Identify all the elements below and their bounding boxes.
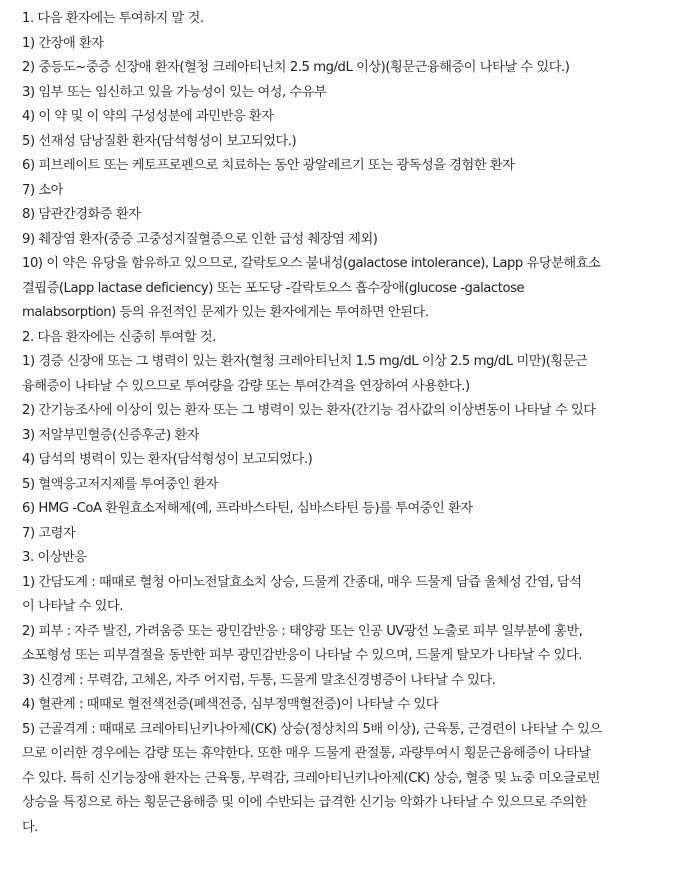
- text-line: 5) 혈액응고저지제를 투여중인 환자: [22, 476, 218, 492]
- text-line: 10) 이 약은 유당을 함유하고 있으므로, 갈락토오스 불내성(galactose intolerance), Lapp 유당분해효소: [22, 256, 601, 271]
- text-line: 이 나타날 수 있다.: [22, 599, 123, 614]
- text-line: 므로 이러한 경우에는 감량 또는 휴약한다. 또한 매우 드물게 관절통, 과량투여시 횡문근융해증이 나타날: [22, 746, 591, 761]
- text-line: 결핍증(Lapp lactase deficiency) 또는 포도당 -갈락토오스 흡수장애(glucose -galactose: [22, 280, 525, 296]
- text-line: 수 있다. 특히 신기능장애 환자는 근육통, 무력감, 크레아티닌키나아제(CK) 상승, 혈중 및 뇨중 미오글로빈: [22, 770, 600, 786]
- text-line: 2) 피부 : 자주 발진, 가려움증 또는 광민감반응 : 태양광 또는 인공 UV광선 노출로 피부 일부분에 홍반,: [22, 623, 583, 639]
- text-line: 1) 간담도계 : 때때로 혈청 아미노전달효소치 상승, 드물게 간종대, 매우 드물게 담즙 울체성 간염, 담석: [22, 574, 582, 590]
- text-line: 1) 경증 신장애 또는 그 병력이 있는 환자(혈청 크레아티닌치 1.5 mg/dL 이상 2.5 mg/dL 미만)(횡문근: [22, 354, 588, 369]
- text-line: 1) 간장애 환자: [22, 35, 104, 51]
- text-line: 9) 췌장염 환자(중증 고중성지질혈증으로 인한 급성 췌장염 제외): [22, 231, 378, 247]
- text-line: 1. 다음 환자에는 투여하지 말 것.: [22, 11, 204, 26]
- text-line: 2) 간기능조사에 이상이 있는 환자 또는 그 병력이 있는 환자(간기능 검사값의 이상변동이 나타날 수 있다: [22, 403, 596, 418]
- text-line: 다.: [22, 819, 39, 835]
- text-line: 8) 담관간경화증 환자: [22, 207, 141, 222]
- text-line: 2. 다음 환자에는 신중히 투여할 것.: [22, 329, 216, 345]
- text-line: 7) 소아: [22, 182, 63, 198]
- text-line: 4) 혈관계 : 때때로 혈전색전증(폐색전증, 심부정맥혈전증)이 나타날 수 있다: [22, 697, 439, 712]
- text-line: 4) 이 약 및 이 약의 구성성분에 과민반응 환자: [22, 109, 274, 124]
- text-line: 3) 임부 또는 임신하고 있을 가능성이 있는 여성, 수유부: [22, 84, 327, 100]
- text-line: malabsorption) 등의 유전적인 문제가 있는 환자에게는 투여하면 안된다.: [22, 305, 429, 320]
- text-line: 2) 중등도~중증 신장애 환자(혈청 크레아티닌치 2.5 mg/dL 이상)(횡문근융해증이 나타날 수 있다.): [22, 60, 570, 75]
- text-line: 5) 근골격계 : 때때로 크레아티닌키나아제(CK) 상승(정상치의 5배 이상), 근육통, 근경련이 나타날 수 있으: [22, 721, 602, 737]
- text-line: 소포형성 또는 피부결절을 동반한 피부 광민감반응이 나타날 수 있으며, 드물게 탈모가 나타날 수 있다.: [22, 648, 582, 663]
- text-line: 상승을 특징으로 하는 횡문근융해증 및 이에 수반되는 급격한 신기능 악화가 나타날 수 있으므로 주의한: [22, 795, 587, 810]
- document-body: [0, 7, 691, 840]
- text-line: 3) 저알부민혈증(신증후군) 환자: [22, 427, 199, 443]
- text-line: 6) HMG -CoA 환원효소저해제(예, 프라바스타틴, 심바스타틴 등)를 투여중인 환자: [22, 501, 473, 516]
- text-line: 7) 고령자: [22, 525, 76, 541]
- text-line: 5) 선재성 담낭질환 환자(담석형성이 보고되었다.): [22, 133, 297, 149]
- text-line: 6) 피브레이트 또는 케토프로펜으로 치료하는 동안 광알레르기 또는 광독성을 경험한 환자: [22, 158, 515, 173]
- text-line: 3) 신경계 : 무력감, 고체온, 자주 어지럼, 두통, 드물게 말초신경병증이 나타날 수 있다.: [22, 672, 496, 688]
- text-line: 3. 이상반응: [22, 550, 87, 565]
- text-line: 4) 담석의 병력이 있는 환자(담석형성이 보고되었다.): [22, 452, 313, 467]
- text-line: 융해증이 나타날 수 있으므로 투여량을 감량 또는 투여간격을 연장하여 사용한다.): [22, 378, 470, 394]
